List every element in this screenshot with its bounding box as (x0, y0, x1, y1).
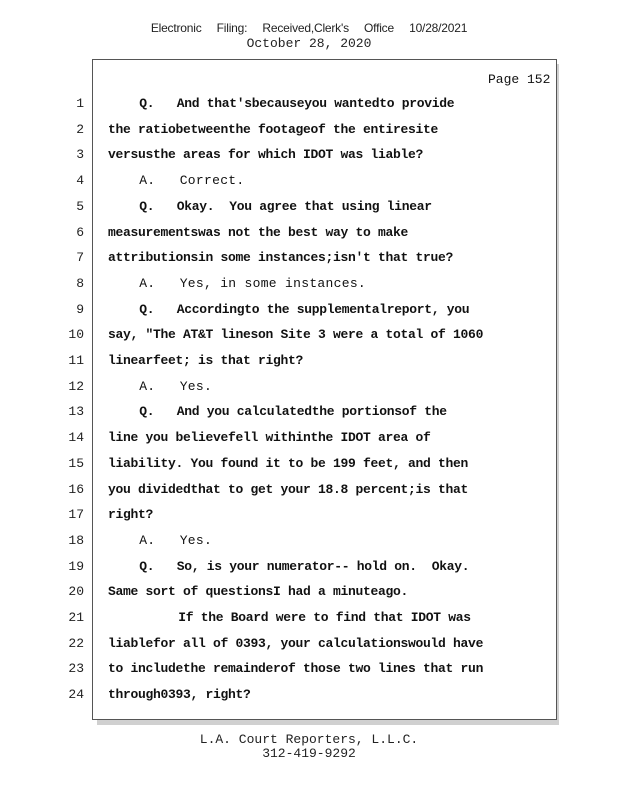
line-text: A. Yes. (139, 378, 213, 394)
line-number: 6 (76, 224, 84, 240)
line-number: 19 (68, 558, 84, 574)
line-text: Q. And you calculatedthe portionsof the (139, 404, 447, 420)
line-number: 13 (68, 404, 84, 420)
line-number: 8 (76, 275, 84, 291)
line-number: 21 (68, 610, 84, 625)
transcript-line (0, 482, 560, 502)
filing-word-4: Office (364, 21, 394, 35)
line-text: through0393, right? (108, 687, 251, 703)
transcript-line (0, 661, 560, 681)
transcript-line (0, 122, 560, 142)
line-number: 1 (76, 96, 84, 111)
line-text: to includethe remainderof those two lines that run (108, 661, 484, 677)
line-text: measurementswas not the best way to make (108, 224, 409, 240)
filing-stamp (0, 21, 618, 35)
line-text: A. Yes. (139, 532, 213, 548)
transcript-line (0, 199, 560, 219)
line-text: the ratiobetweenthe footageof the entiresite (108, 121, 439, 137)
line-number: 3 (76, 147, 84, 163)
footer (0, 733, 618, 761)
line-text: liability. You found it to be 199 feet, and then (108, 455, 469, 471)
footer-phone: 312-419-9292 (262, 746, 356, 761)
transcript-line (0, 584, 560, 604)
filing-word-2: Filing: (216, 21, 248, 35)
filing-word-3: Received,Clerk's (262, 21, 349, 35)
line-text: Same sort of questionsI had a minuteago. (108, 584, 409, 600)
transcript-line (0, 379, 560, 399)
footer-company: L.A. Court Reporters, L.L.C. (199, 732, 419, 747)
line-text: attributionsin some instances;isn't that true? (108, 250, 454, 266)
line-number: 23 (68, 661, 84, 677)
line-number: 12 (68, 378, 84, 394)
transcript-line (0, 636, 560, 656)
transcript-line (0, 559, 560, 579)
transcript-line (0, 507, 560, 527)
transcript-date: October 28, 2020 (246, 36, 372, 51)
filing-word-5: 10/28/2021 (409, 21, 468, 35)
line-number: 2 (76, 121, 84, 137)
transcript-line (0, 302, 560, 322)
line-number: 22 (68, 635, 84, 651)
line-number: 9 (76, 301, 84, 317)
line-number: 4 (76, 173, 84, 189)
line-text: right? (108, 507, 154, 523)
transcript-line (0, 147, 560, 167)
transcript-line (0, 250, 560, 270)
line-number: 24 (68, 687, 84, 703)
line-text: you dividedthat to get your 18.8 percent;is that (108, 481, 469, 497)
transcript-line (0, 533, 560, 553)
line-number: 15 (68, 455, 84, 471)
line-text: Q. So, is your numerator-- hold on. Okay. (139, 558, 470, 574)
line-text: versusthe areas for which IDOT was liable? (108, 147, 424, 163)
transcript-line (0, 687, 560, 707)
line-text: If the Board were to find that IDOT was (178, 610, 471, 625)
transcript-line (0, 404, 560, 424)
line-text: Q. Okay. You agree that using linear (139, 198, 432, 214)
transcript-line (0, 173, 560, 193)
transcript-line (0, 353, 560, 373)
line-text: Q. Accordingto the supplementalreport, you (139, 301, 470, 317)
line-number: 10 (68, 327, 84, 343)
line-number: 11 (68, 353, 84, 368)
transcript-line (0, 327, 560, 347)
line-text: Q. And that'sbecauseyou wantedto provide (139, 96, 455, 111)
line-number: 14 (68, 430, 84, 446)
transcript-line (0, 610, 560, 630)
line-text: linearfeet; is that right? (108, 353, 304, 368)
transcript-line (0, 456, 560, 476)
transcript-line (0, 276, 560, 296)
line-text: A. Yes, in some instances. (139, 275, 367, 291)
line-text: line you believefell withinthe IDOT area of (108, 430, 431, 446)
line-number: 5 (76, 198, 84, 214)
filing-word-1: Electronic (150, 21, 202, 35)
transcript-line (0, 430, 560, 450)
line-text: A. Correct. (139, 173, 245, 189)
transcript-line (0, 225, 560, 245)
line-number: 20 (68, 584, 84, 600)
line-number: 16 (68, 481, 84, 497)
line-number: 17 (68, 507, 84, 523)
line-number: 18 (68, 532, 84, 548)
page-number: Page 152 (488, 72, 551, 87)
line-number: 7 (76, 250, 84, 266)
line-text: say, "The AT&T lineson Site 3 were a total of 1060 (108, 327, 484, 343)
line-text: liablefor all of 0393, your calculationswould have (108, 635, 484, 651)
transcript-line (0, 96, 560, 116)
